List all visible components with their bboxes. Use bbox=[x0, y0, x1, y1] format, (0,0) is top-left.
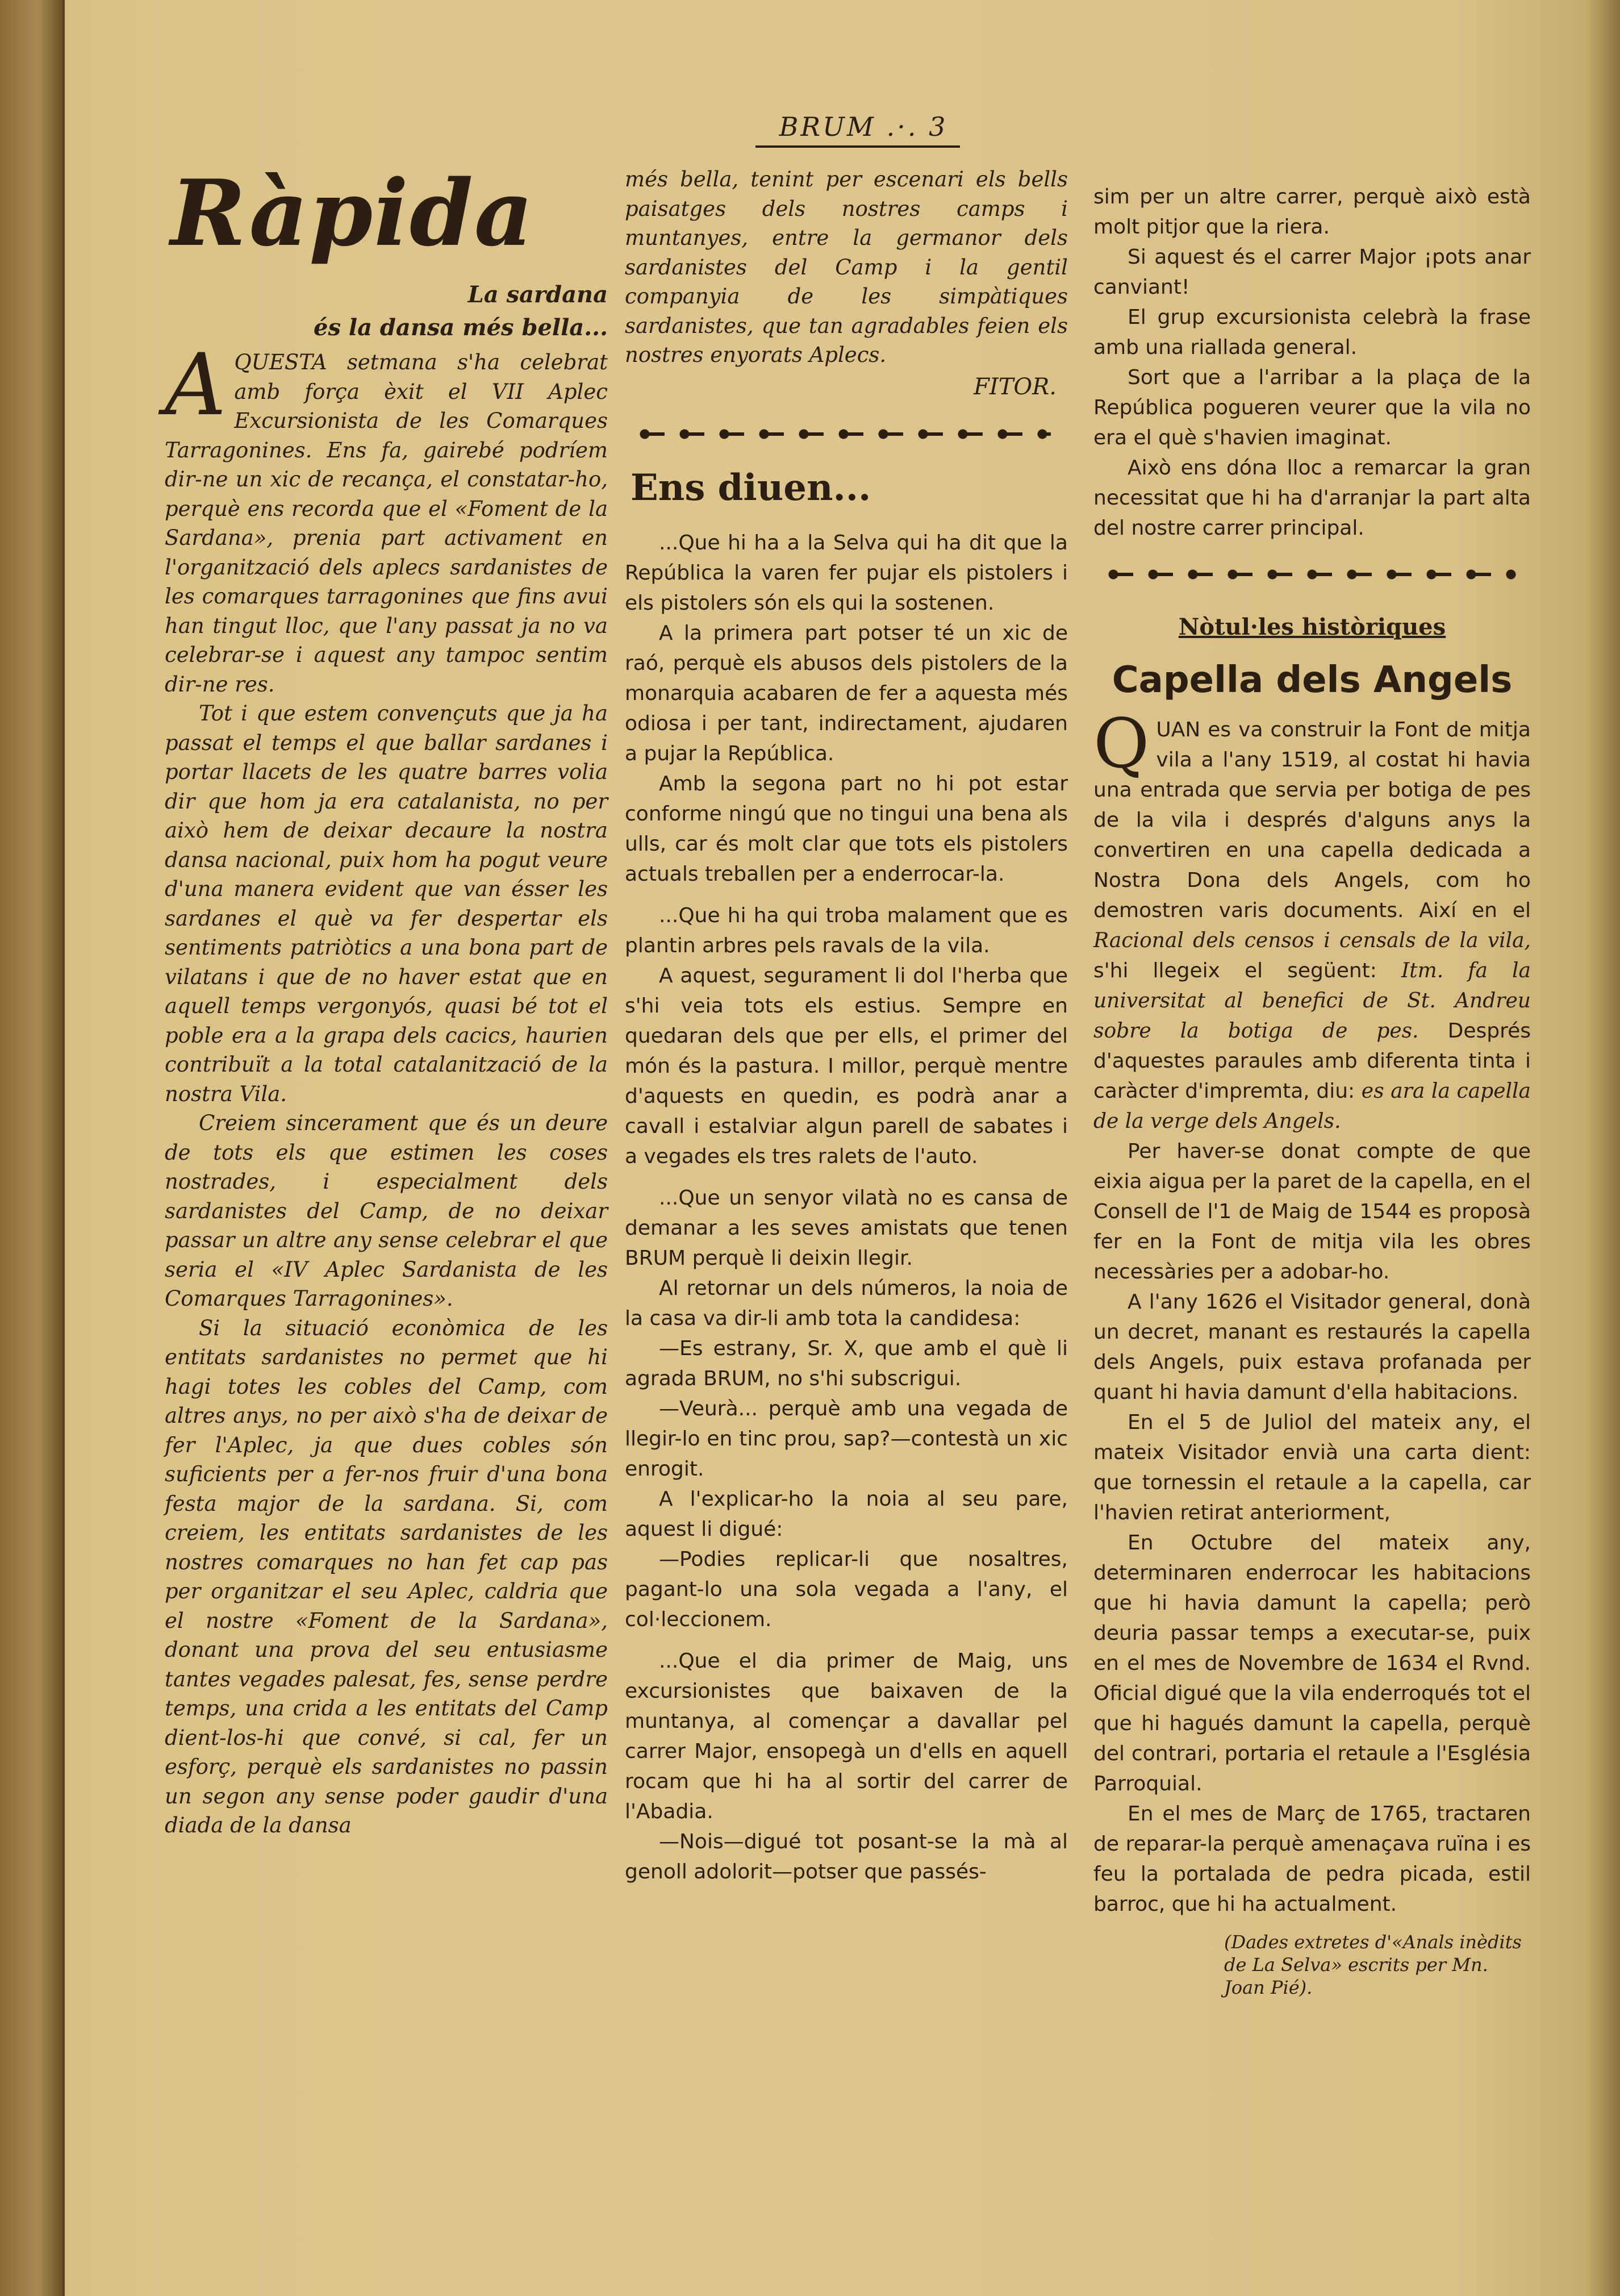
paragraph: Si la situació econòmica de les entitats sardanistes no permet que hi hagi totes les cobles del Camp, com altres anys, no per això s'ha de deixar de fer l'Aplec, ja que dues cobles són suficients per a fer-nos fruir d'una bona festa major de la sardana. Si, com creiem, les entitats sardanistes de les nostres comarques no han fet cap pas per organitzar el seu Aplec, caldria que el nostre «Foment de la Sardana», donant una prova del seu entusiasme tantes vegades palesat, fes, sense perdre temps, una crida a les entitats del Camp dient-los-hi que convé, si cal, fer un esforç, perquè els sardanistes no passin un segon any sense poder gaudir d'una diada de la dansa bbox=[165, 1315, 608, 1837]
paragraph: Això ens dóna lloc a remarcar la gran necessitat que hi ha d'arranjar la part alta del nostre carrer principal. bbox=[1093, 456, 1531, 540]
paragraph: ...Que hi ha a la Selva qui ha dit que la República la varen fer pujar els pistolers i els pistolers són els qui la sostenen. bbox=[625, 531, 1068, 615]
paragraph-continued: més bella, tenint per escenari els bells paisatges dels nostres camps i muntanyes, entre la germanor dels sardanistes del Camp i la gentil companyia de les simpàtiques sardanistes, que tan agradables feien els nostres enyorats Aplecs. bbox=[625, 167, 1068, 367]
previous-page-edge bbox=[0, 0, 65, 2296]
italic-span: Itm. fa la universitat al benefici de St. Andreu sobre la botiga de pes. bbox=[1093, 959, 1531, 1043]
italic-span: Racional dels censos i censals de la vila, bbox=[1093, 929, 1531, 952]
paragraph: En el mes de Març de 1765, tractaren de reparar-la perquè amenaçava ruïna i es feu la portalada de pedra picada, estil barroc, que hi ha actualment. bbox=[1093, 1802, 1531, 1916]
paragraph: A l'any 1626 el Visitador general, donà un decret, manant es restaurés la capella dels Angels, puix estava profanada per quant hi havia damunt d'ella habitacions. bbox=[1093, 1290, 1531, 1404]
paragraph: A la primera part potser té un xic de raó, perquè els abusos dels pistolers de la monarquia acabaren de fer a aquesta més odiosa i per tant, indirectament, ajudaren a pujar la República. bbox=[625, 621, 1068, 765]
signature: FITOR. bbox=[974, 373, 1057, 400]
column-notules bbox=[1093, 182, 1531, 1999]
paragraph: En el 5 de Juliol del mateix any, el mateix Visitador envià una carta dient: que tornessin el retaule a la capella, car l'havien retirat anteriorment, bbox=[1093, 1411, 1531, 1524]
column-rapida bbox=[165, 159, 608, 1840]
paragraph: sim per un altre carrer, perquè això està molt pitjor que la riera. bbox=[1093, 185, 1531, 239]
page-right-edge bbox=[1586, 0, 1620, 2296]
source-note: (Dades extretes d'«Anals inèdits de La Selva» escrits per Mn. Joan Pié). bbox=[1224, 1931, 1522, 1998]
subtitle-line-1: La sardana bbox=[467, 281, 608, 308]
paragraph-text: QUESTA setmana s'ha celebrat amb força èxit el VII Aplec Excursionista de les Comarques Tarragonines. Ens fa, gairebé podríem dir-ne un xic de recança, el constatar-ho, perquè ens recorda que el «Foment de la Sardana», prenia part activament en l'organització dels aplecs sardanistes de les comarques tarragonines que fins avui han tingut lloc, que l'any passat ja no va celebrar-se i aquest any tampoc sentim dir-ne res. bbox=[165, 350, 608, 697]
paragraph: A l'explicar-ho la noia al seu pare, aquest li digué: bbox=[625, 1487, 1068, 1541]
paragraph: Amb la segona part no hi pot estar conforme ningú que no tingui una bena als ulls, car és molt clar que tots els pistolers actuals treballen per a enderrocar-la. bbox=[625, 772, 1068, 886]
subtitle-line-2: és la dansa més bella... bbox=[314, 314, 608, 341]
column-ens-diuen bbox=[625, 165, 1068, 1887]
drop-cap: Q bbox=[1093, 705, 1150, 784]
text-span: UAN es va construir la Font de mitja vila a l'any 1519, al costat hi havia una entrada que servia per botiga de pes de la vila i després d'alguns anys la convertiren en una capella dedicada a Nostra Dona dels Angels, com ho demostren varis documents. Així en el bbox=[1093, 718, 1531, 922]
paragraph: Al retornar un dels números, la noia de la casa va dir-li amb tota la candidesa: bbox=[625, 1276, 1068, 1330]
paragraph: —Nois—digué tot posant-se la mà al genoll adolorit—potser que passés- bbox=[625, 1830, 1068, 1884]
paragraph: Creiem sincerament que és un deure de tots els que estimen les coses nostrades, i especialment dels sardanistes del Camp, de no deixar passar un altre any sense celebrar el que seria el «IV Aplec Sardanista de les Comarques Tarragonines». bbox=[165, 1111, 608, 1311]
paragraph: ...Que un senyor vilatà no es cansa de demanar a les seves amistats que tenen BRUM perquè li deixin llegir. bbox=[625, 1186, 1068, 1270]
paragraph: —Veurà... perquè amb una vegada de llegir-lo en tinc prou, sap?—contestà un xic enrogit. bbox=[625, 1397, 1068, 1481]
paragraph: —Podies replicar-li que nosaltres, pagant-lo una sola vegada a l'any, el col·leccionem. bbox=[625, 1547, 1068, 1631]
paragraph: —Es estrany, Sr. X, que amb el què li agrada BRUM, no s'hi subscrigui. bbox=[625, 1336, 1068, 1390]
ornament-divider bbox=[1093, 566, 1531, 583]
paragraph: En Octubre del mateix any, determinaren enderrocar les habitacions que hi havia damunt la capella; però deuria passar temps a executar-se, puix en el mes de Novembre de 1634 el Rvnd. Oficial digué que la vila enderroqués tot el que hi hagués damunt la capella, perquè del contrari, portaria el retaule a l'Església Parroquial. bbox=[1093, 1531, 1531, 1795]
text-span: Després d'aquestes paraules amb diferenta tinta i caràcter d'impremta, diu: bbox=[1093, 1019, 1531, 1103]
page-header: BRUM .·. 3 bbox=[779, 111, 948, 142]
article-title-rapida: Ràpida bbox=[170, 160, 535, 266]
paragraph bbox=[165, 336, 608, 699]
paragraph: Si aquest és el carrer Major ¡pots anar canviant! bbox=[1093, 245, 1531, 299]
italic-span: es ara la capella de la verge dels Angels. bbox=[1093, 1080, 1531, 1133]
article-title-capella: Capella dels Angels bbox=[1112, 659, 1513, 701]
paragraph: A aquest, segurament li dol l'herba que s'hi veia tots els estius. Sempre en quedaran dels que per ells, el primer del món és la pastura. I millor, perquè mentre d'aquests en quedin, es podrà anar a cavall i estalviar algun parell de sabates i a vegades els tres ralets de l'auto. bbox=[625, 964, 1068, 1168]
section-heading-ens-diuen: Ens diuen... bbox=[631, 466, 871, 509]
section-label-notules: Nòtul·les històriques bbox=[1178, 614, 1446, 640]
paragraph: El grup excursionista celebrà la frase amb una riallada general. bbox=[1093, 306, 1531, 359]
paragraph: ...Que el dia primer de Maig, uns excursionistes que baixaven de la muntanya, al començar a davallar pel carrer Major, ensopegà un d'ells en aquell rocam que hi ha al sortir del carrer de l'Abadia. bbox=[625, 1649, 1068, 1823]
paragraph bbox=[1093, 705, 1531, 1136]
text-span: s'hi llegeix el següent: bbox=[1093, 959, 1401, 982]
drop-cap: A bbox=[165, 336, 227, 435]
paragraph: ...Que hi ha qui troba malament que es plantin arbres pels ravals de la vila. bbox=[625, 903, 1068, 957]
ornament-divider bbox=[625, 426, 1068, 443]
header-rule bbox=[755, 145, 960, 148]
paragraph: Sort que a l'arribar a la plaça de la República pogueren veurer que la vila no era el què s'havien imaginat. bbox=[1093, 366, 1531, 449]
paragraph: Per haver-se donat compte de que eixia aigua per la paret de la capella, en el Consell de l'1 de Maig de 1544 es proposà fer en la Font de mitja vila les obres necessàries per a adobar-ho. bbox=[1093, 1140, 1531, 1284]
paragraph: Tot i que estem convençuts que ja ha passat el temps el que ballar sardanes i portar llacets de les quatre barres volia dir que hom ja era catalanista, no per això hem de deixar decaure la nostra dansa nacional, puix hom ha pogut veure d'una manera evident que van ésser les sardanes el què va fer despertar els sentiments patriòtics a una bona part de vilatans i que de no haver estat que en aquell temps vergonyós, quasi bé tot el poble era a la grapa dels cacics, haurien contribuït a la total catalanització de la nostra Vila. bbox=[165, 701, 608, 1106]
